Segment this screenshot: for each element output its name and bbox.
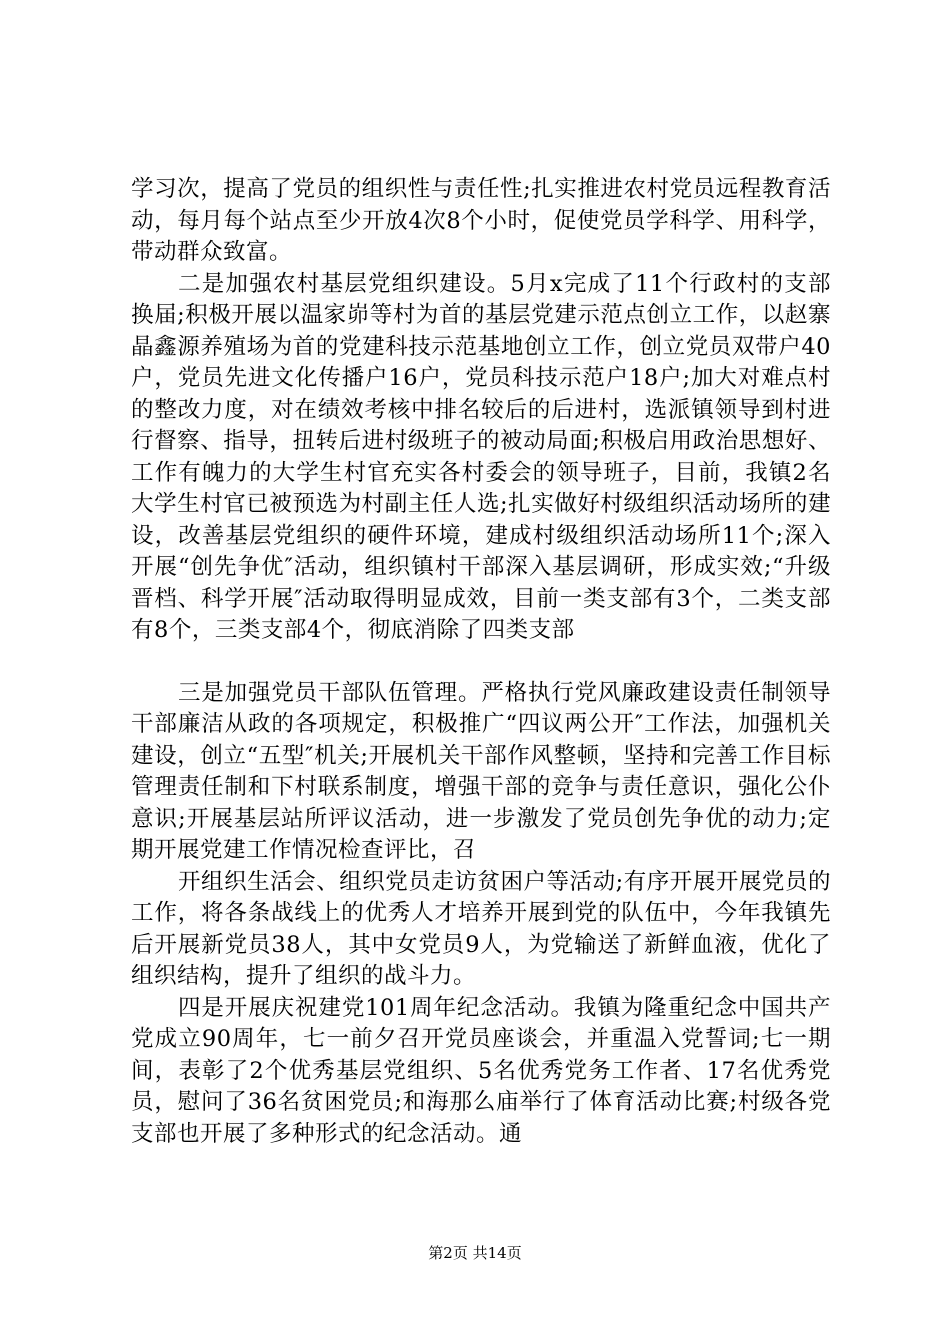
paragraph-organization-life: 开组织生活会、组织党员走访贫困户等活动;有序开展开展党员的工作，将各条战线上的优秀人才培养开展到党的队伍中，今年我镇先后开展新党员38人，其中女党员9人，为党输送了新鲜血液，优化了组织结构，提升了组织的战斗力。 — [131, 868, 831, 989]
paragraph-anniversary-activities: 四是开展庆祝建党101周年纪念活动。我镇为隆重纪念中国共产党成立90周年，七一前夕召开党员座谈会，并重温入党誓词;七一期间，表彰了2个优秀基层党组织、5名优秀党务工作者、17名优秀党员，慰问了36名贫困党员;和海那么庙举行了体育活动比赛;村级各党支部也开展了多种形式的纪念活动。通 — [131, 994, 831, 1147]
document-body — [131, 174, 831, 1150]
paragraph-grassroots-organization: 二是加强农村基层党组织建设。5月x完成了11个行政村的支部换届;积极开展以温家峁等村为首的基层党建示范点创立工作，以赵寨晶鑫源养殖场为首的党建科技示范基地创立工作，创立党员双带户40户，党员先进文化传播户16户，党员科技示范户18户;加大对难点村的整改力度，对在绩效考核中排名较后的后进村，选派镇领导到村进行督察、指导，扭转后进村级班子的被动局面;积极启用政治思想好、工作有魄力的大学生村官充实各村委会的领导班子，目前，我镇2名大学生村官已被预选为村副主任人选;扎实做好村级组织活动场所的建设，改善基层党组织的硬件环境，建成村级组织活动场所11个;深入开展“创先争优″活动，组织镇村干部深入基层调研，形成实效;“升级晋档、科学开展″活动取得明显成效，目前一类支部有3个，二类支部有8个，三类支部4个，彻底消除了四类支部 — [131, 270, 831, 643]
paragraph-cadre-management: 三是加强党员干部队伍管理。严格执行党风廉政建设责任制领导干部廉洁从政的各项规定，积极推广“四议两公开″工作法，加强机关建设，创立“五型″机关;开展机关干部作风整顿，坚持和完善工作目标管理责任制和下村联系制度，增强干部的竞争与责任意识，强化公仆意识;开展基层站所评议活动，进一步激发了党员创先争优的动力;定期开展党建工作情况检查评比，召 — [131, 679, 831, 863]
paragraph-continuation: 学习次，提高了党员的组织性与责任性;扎实推进农村党员远程教育活动，每月每个站点至少开放4次8个小时，促使党员学科学、用科学，带动群众致富。 — [131, 176, 831, 265]
page-number-footer: 第2页 共14页 — [428, 1244, 522, 1262]
